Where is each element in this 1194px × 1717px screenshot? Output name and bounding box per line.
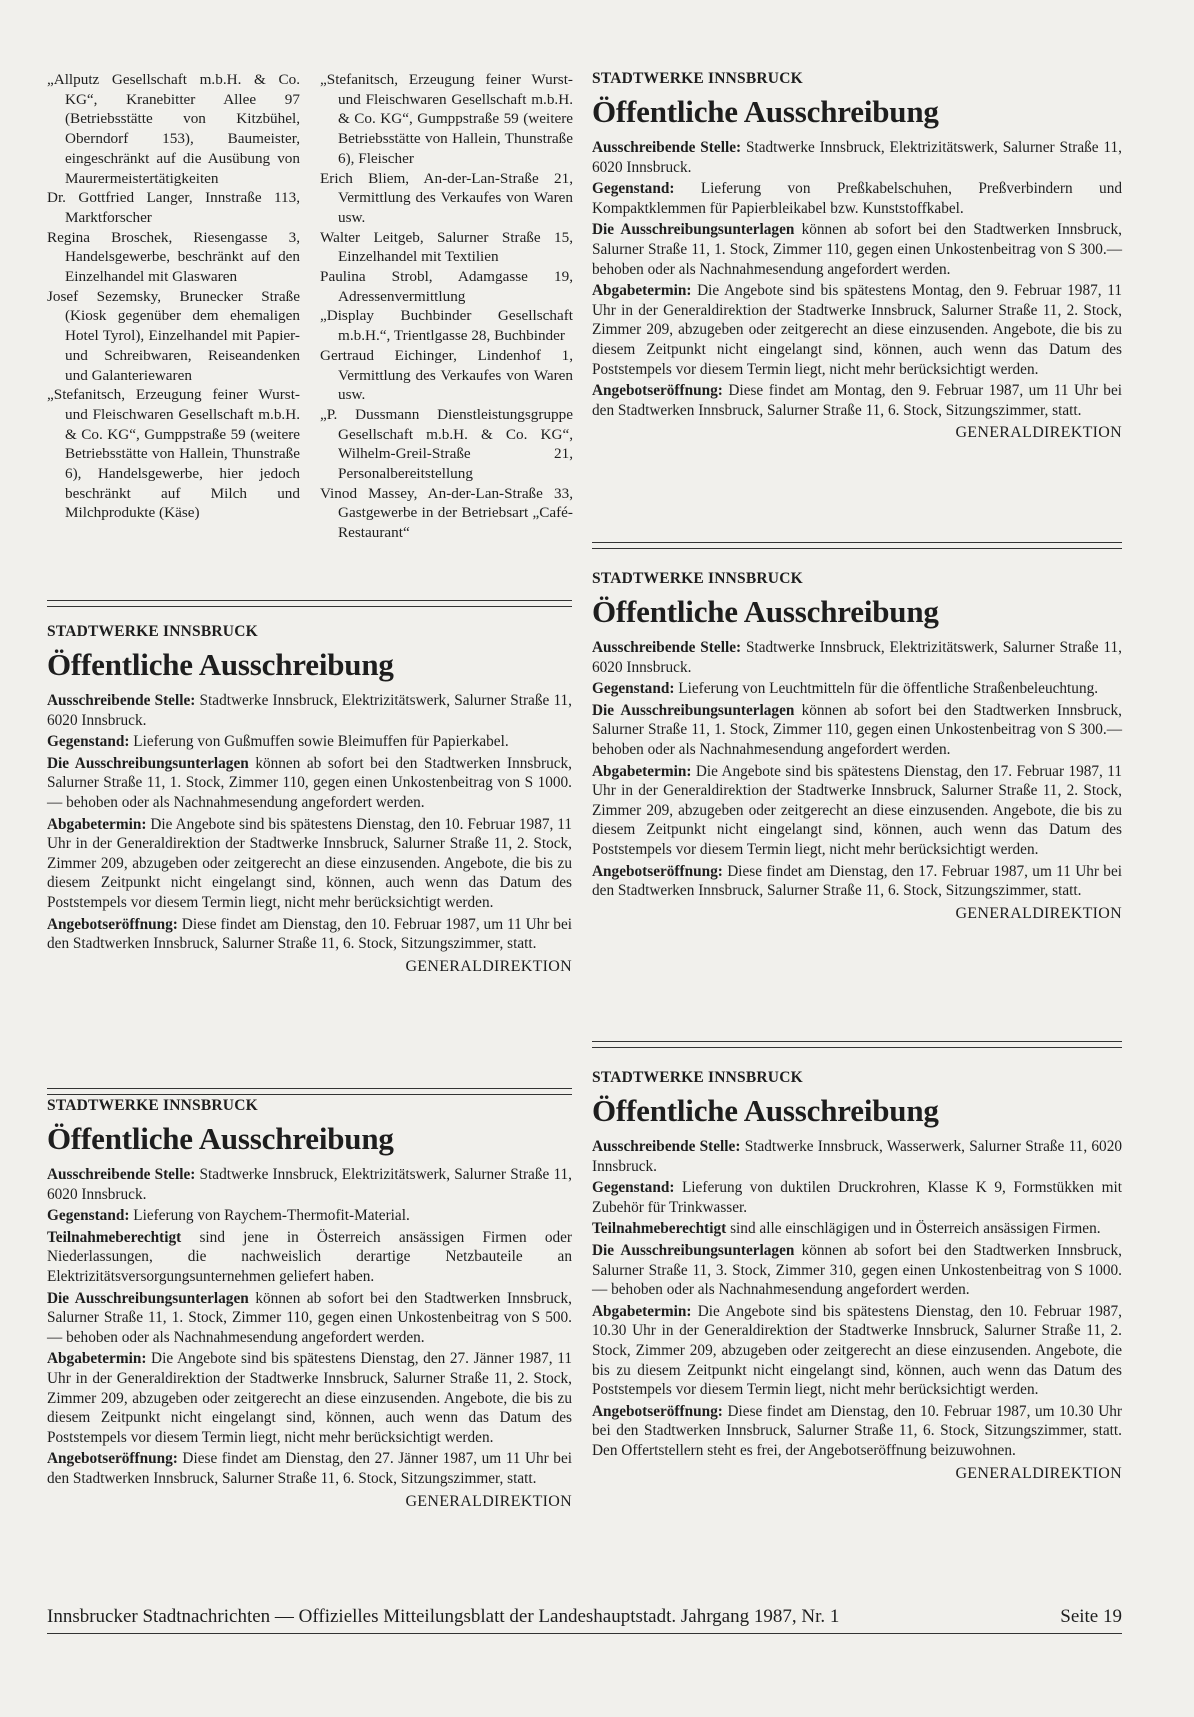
footer-page-number: Seite 19 bbox=[1060, 1606, 1122, 1627]
list-entry: Dr. Gottfried Langer, Innstraße 113, Marktforscher bbox=[47, 189, 300, 226]
notice-paragraph bbox=[592, 220, 1122, 279]
paragraph-label: Die Ausschreibungsunterlagen bbox=[592, 701, 795, 719]
notice-paragraph bbox=[592, 1137, 1122, 1176]
notice-paragraph bbox=[47, 691, 572, 730]
paragraph-label: Die Ausschreibungsunterlagen bbox=[592, 221, 795, 239]
paragraph-text: Lieferung von duktilen Druckrohren, Klasse K 9, Formstükken mit Zubehör für Trinkwasser. bbox=[592, 1179, 1122, 1216]
paragraph-text: Diese findet am Montag, den 9. Februar 1987, um 11 Uhr bei den Stadtwerken Innsbruck, Salurner Straße 11, 6. Stock, Sitzungszimmer, statt. bbox=[592, 382, 1122, 419]
paragraph-label: Ausschreibende Stelle: bbox=[47, 692, 196, 709]
paragraph-label: Abgabetermin: bbox=[592, 282, 692, 300]
paragraph-text: Diese findet am Dienstag, den 10. Februar 1987, um 10.30 Uhr bei den Stadtwerken Innsbruck, Salurner Straße 11, 6. Stock, Sitzungszimmer, statt. Den Offertstellern steht es frei, der Angebotseröffnung beizuwohnen. bbox=[592, 1402, 1122, 1459]
notice-paragraph bbox=[47, 1289, 572, 1348]
list-entry: „P. Dussmann Dienstleistungsgruppe Gesellschaft m.b.H. & Co. KG“, Wilhelm-Greil-Straße 21, Personalbereitstellung bbox=[320, 405, 573, 483]
divider bbox=[47, 600, 572, 607]
notice-paragraph bbox=[592, 679, 1122, 699]
notice-title: Öffentliche Ausschreibung bbox=[47, 647, 394, 682]
notice-paragraph bbox=[592, 1302, 1122, 1400]
paragraph-label: Abgabetermin: bbox=[47, 815, 147, 833]
notice-kicker: STADTWERKE INNSBRUCK bbox=[592, 570, 803, 587]
paragraph-text: Die Angebote sind bis spätestens Dienstag, den 10. Februar 1987, 10.30 Uhr in der Generaldirektion der Stadtwerke Innsbruck, Salurner Straße 11, 2. Stock, Zimmer 209, abzugeben oder zeitgerecht an diese einzusenden. Angebote, die bis zu diesem Zeitpunkt nicht eingelangt sind, können, auch wenn das Datum des Poststempels vor diesem Termin liegt, nicht mehr berücksichtigt werden. bbox=[592, 1302, 1122, 1399]
notice-kicker: STADTWERKE INNSBRUCK bbox=[47, 1097, 258, 1114]
paragraph-text: Diese findet am Dienstag, den 10. Februar 1987, um 11 Uhr bei den Stadtwerken Innsbruck, Salurner Straße 11, 6. Stock, Sitzungszimmer, statt. bbox=[47, 915, 572, 953]
list-entry: „Stefanitsch, Erzeugung feiner Wurst- und Fleischwaren Gesellschaft m.b.H. & Co. KG“, Gumppstraße 59 (weitere Betriebsstätte von Hallein, Thunstraße 6), Handelsgewerbe, hier jedoch beschränkt auf Milch und Milchprodukte (Käse) bbox=[47, 386, 300, 522]
paragraph-label: Teilnahmeberechtigt bbox=[592, 1220, 727, 1238]
notice-paragraph bbox=[592, 1178, 1122, 1217]
notice-paragraph bbox=[592, 1402, 1122, 1461]
list-entry: „Stefanitsch, Erzeugung feiner Wurst- und Fleischwaren Gesellschaft m.b.H. & Co. KG“, Gumppstraße 59 (weitere Betriebsstätte von Hallein, Thunstraße 6), Fleischer bbox=[320, 71, 573, 167]
paragraph-label: Die Ausschreibungsunterlagen bbox=[47, 1289, 249, 1307]
footer-publication: Innsbrucker Stadtnachrichten — Offizielles Mitteilungsblatt der Landeshauptstadt. Jahrgang 1987, Nr. 1 bbox=[47, 1606, 840, 1627]
list-column-right bbox=[320, 70, 573, 543]
list-entry: Walter Leitgeb, Salurner Straße 15, Einzelhandel mit Textilien bbox=[320, 228, 573, 266]
paragraph-label: Gegenstand: bbox=[47, 733, 130, 751]
paragraph-text: sind jene in Österreich ansässigen Firmen oder Niederlassungen, die nachweislich derartige Netzbauteile an Elektrizitätsversorgungsunternehmen geliefert haben. bbox=[47, 1228, 572, 1285]
divider bbox=[47, 1088, 572, 1095]
notice-title: Öffentliche Ausschreibung bbox=[592, 1093, 939, 1128]
list-entry: Regina Broschek, Riesengasse 3, Handelsgewerbe, beschränkt auf den Einzelhandel mit Glaswaren bbox=[47, 228, 300, 286]
notice-signature: GENERALDIREKTION bbox=[955, 424, 1122, 442]
notice-paragraph bbox=[592, 862, 1122, 901]
notice-paragraph bbox=[47, 815, 572, 913]
notice-paragraph bbox=[47, 732, 572, 752]
notice-paragraph bbox=[47, 1165, 572, 1204]
notice-signature: GENERALDIREKTION bbox=[405, 1492, 572, 1510]
notice-title: Öffentliche Ausschreibung bbox=[47, 1121, 394, 1156]
paragraph-label: Die Ausschreibungsunterlagen bbox=[592, 1241, 795, 1259]
paragraph-label: Teilnahmeberechtigt bbox=[47, 1228, 182, 1246]
paragraph-label: Gegenstand: bbox=[592, 1179, 675, 1197]
paragraph-label: Die Ausschreibungsunterlagen bbox=[47, 754, 249, 772]
paragraph-label: Ausschreibende Stelle: bbox=[47, 1166, 196, 1183]
paragraph-label: Angebotseröffnung: bbox=[592, 1402, 723, 1420]
notice-paragraph bbox=[592, 179, 1122, 218]
notice-title: Öffentliche Ausschreibung bbox=[592, 594, 939, 629]
paragraph-label: Gegenstand: bbox=[592, 680, 675, 698]
paragraph-label: Ausschreibende Stelle: bbox=[592, 1138, 741, 1155]
notice-paragraph bbox=[47, 1349, 572, 1447]
list-entry: Vinod Massey, An-der-Lan-Straße 33, Gastgewerbe in der Betriebsart „Café-Restaurant“ bbox=[320, 484, 573, 542]
paragraph-text: können ab sofort bei den Stadtwerken Innsbruck, Salurner Straße 11, 3. Stock, Zimmer 310, gegen einen Unkostenbeitrag von S 1000.— behoben oder als Nachnahmesendung angefordert werden. bbox=[592, 1241, 1122, 1299]
paragraph-label: Angebotseröffnung: bbox=[47, 1450, 178, 1468]
notice bbox=[47, 1097, 572, 1511]
paragraph-label: Ausschreibende Stelle: bbox=[592, 639, 742, 656]
paragraph-text: Stadtwerke Innsbruck, Elektrizitätswerk, Salurner Straße 11, 6020 Innsbruck. bbox=[47, 1166, 572, 1203]
paragraph-text: Die Angebote sind bis spätestens Dienstag, den 27. Jänner 1987, 11 Uhr in der Generaldirektion der Stadtwerke Innsbruck, Salurner Straße 11, 2. Stock, Zimmer 209, abzugeben oder zeitgerecht an diese einzusenden. Angebote, die bis zu diesem Zeitpunkt nicht eingelangt sind, können, auch wenn das Datum des Poststempels vor diesem Termin liegt, nicht mehr berücksichtigt werden. bbox=[47, 1350, 572, 1446]
list-entry: Erich Bliem, An-der-Lan-Straße 21, Vermittlung des Verkaufes von Waren usw. bbox=[320, 169, 573, 226]
notice-paragraph bbox=[592, 1219, 1122, 1239]
list-entry: „Display Buchbinder Gesellschaft m.b.H.“, Trientlgasse 28, Buchbinder bbox=[320, 307, 573, 345]
notice-paragraph bbox=[47, 754, 572, 813]
list-entry: „Allputz Gesellschaft m.b.H. & Co. KG“, Kranebitter Allee 97 (Betriebsstätte von Kitzbühel, Oberndorf 153), Baumeister, eingeschränkt auf die Ausübung von Maurermeistertätigkeiten bbox=[47, 71, 300, 187]
paragraph-text: können ab sofort bei den Stadtwerken Innsbruck, Salurner Straße 11, 1. Stock, Zimmer 110, gegen einen Unkostenbeitrag von S 300.— behoben oder als Nachnahmesendung angefordert werden. bbox=[592, 701, 1122, 758]
notice-kicker: STADTWERKE INNSBRUCK bbox=[592, 70, 803, 87]
paragraph-text: Lieferung von Gußmuffen sowie Bleimuffen für Papierkabel. bbox=[129, 733, 509, 751]
notice bbox=[47, 623, 572, 976]
list-entry: Josef Sezemsky, Brunecker Straße (Kiosk gegenüber dem ehemaligen Hotel Tyrol), Einzelhandel mit Papier- und Schreibwaren, Reiseandenken und Galanteriewaren bbox=[47, 287, 300, 384]
paragraph-text: Lieferung von Preßkabelschuhen, Preßverbindern und Kompaktklemmen für Papierbleikabel bzw. Kunststoffkabel. bbox=[592, 180, 1122, 217]
paragraph-label: Ausschreibende Stelle: bbox=[592, 139, 742, 156]
paragraph-text: Lieferung von Leuchtmitteln für die öffentliche Straßenbeleuchtung. bbox=[674, 680, 1099, 698]
paragraph-text: können ab sofort bei den Stadtwerken Innsbruck, Salurner Straße 11, 1. Stock, Zimmer 110, gegen einen Unkostenbeitrag von S 500.— behoben oder als Nachnahmesendung angefordert werden. bbox=[47, 1289, 572, 1346]
notice bbox=[592, 70, 1122, 442]
paragraph-text: Diese findet am Dienstag, den 27. Jänner 1987, um 11 Uhr bei den Stadtwerken Innsbruck, Salurner Straße 11, 6. Stock, Sitzungszimmer, statt. bbox=[47, 1450, 572, 1487]
notice bbox=[592, 1069, 1122, 1483]
notice-paragraph bbox=[592, 138, 1122, 177]
paragraph-text: Die Angebote sind bis spätestens Montag, den 9. Februar 1987, 11 Uhr in der Generaldirektion der Stadtwerke Innsbruck, Salurner Straße 11, 2. Stock, Zimmer 209, abzugeben oder zeitgerecht an diese einzusenden. Angebote, die bis zu diesem Zeitpunkt nicht eingelangt sind, können, auch wenn das Datum des Poststempels vor diesem Termin liegt, nicht mehr berücksichtigt werden. bbox=[592, 282, 1122, 378]
notice-paragraph bbox=[592, 638, 1122, 677]
list-entry: Paulina Strobl, Adamgasse 19, Adressenvermittlung bbox=[320, 268, 573, 305]
divider bbox=[592, 542, 1122, 549]
notice-paragraph bbox=[47, 1449, 572, 1488]
notice-paragraph bbox=[592, 381, 1122, 420]
paragraph-text: Diese findet am Dienstag, den 17. Februar 1987, um 11 Uhr bei den Stadtwerken Innsbruck, Salurner Straße 11, 6. Stock, Sitzungszimmer, statt. bbox=[592, 862, 1122, 900]
paragraph-label: Abgabetermin: bbox=[592, 1302, 692, 1320]
notice-paragraph bbox=[47, 1206, 572, 1226]
paragraph-label: Abgabetermin: bbox=[592, 762, 692, 780]
paragraph-text: Die Angebote sind bis spätestens Dienstag, den 17. Februar 1987, 11 Uhr in der Generaldirektion der Stadtwerke Innsbruck, Salurner Straße 11, 2. Stock, Zimmer 209, abzugeben oder zeitgerecht an diese einzusenden. Angebote, die bis zu diesem Zeitpunkt nicht eingelangt sind, können, auch wenn das Datum des Poststempels vor diesem Termin liegt, nicht mehr berücksichtigt werden. bbox=[592, 762, 1122, 858]
paragraph-text: Stadtwerke Innsbruck, Elektrizitätswerk, Salurner Straße 11, 6020 Innsbruck. bbox=[47, 692, 572, 729]
paragraph-label: Angebotseröffnung: bbox=[592, 862, 723, 880]
notice-title: Öffentliche Ausschreibung bbox=[592, 94, 939, 129]
paragraph-label: Gegenstand: bbox=[47, 1207, 130, 1225]
notice-paragraph bbox=[47, 915, 572, 954]
notice-paragraph bbox=[592, 1241, 1122, 1300]
notice-kicker: STADTWERKE INNSBRUCK bbox=[592, 1069, 803, 1086]
notice-paragraph bbox=[47, 1228, 572, 1287]
notice-signature: GENERALDIREKTION bbox=[955, 904, 1122, 922]
list-entry: Gertraud Eichinger, Lindenhof 1, Vermittlung des Verkaufes von Waren usw. bbox=[320, 346, 573, 404]
paragraph-text: sind alle einschlägigen und in Österreich ansässigen Firmen. bbox=[726, 1220, 1101, 1238]
divider bbox=[592, 1041, 1122, 1048]
paragraph-text: können ab sofort bei den Stadtwerken Innsbruck, Salurner Straße 11, 1. Stock, Zimmer 110, gegen einen Unkostenbeitrag von S 300.— behoben oder als Nachnahmesendung angefordert werden. bbox=[592, 221, 1122, 278]
paragraph-text: können ab sofort bei den Stadtwerken Innsbruck, Salurner Straße 11, 1. Stock, Zimmer 110, gegen einen Unkostenbeitrag von S 1000.— behoben oder als Nachnahmesendung angefordert werden. bbox=[47, 754, 572, 811]
notice-paragraph bbox=[592, 762, 1122, 860]
paragraph-label: Angebotseröffnung: bbox=[592, 382, 723, 400]
notice-signature: GENERALDIREKTION bbox=[955, 1464, 1122, 1482]
paragraph-text: Stadtwerke Innsbruck, Elektrizitätswerk, Salurner Straße 11, 6020 Innsbruck. bbox=[592, 139, 1122, 176]
paragraph-text: Stadtwerke Innsbruck, Elektrizitätswerk, Salurner Straße 11, 6020 Innsbruck. bbox=[592, 639, 1122, 676]
paragraph-text: Lieferung von Raychem-Thermofit-Material. bbox=[129, 1207, 410, 1225]
notice-kicker: STADTWERKE INNSBRUCK bbox=[47, 623, 258, 640]
paragraph-text: Die Angebote sind bis spätestens Dienstag, den 10. Februar 1987, 11 Uhr in der Generaldirektion der Stadtwerke Innsbruck, Salurner Straße 11, 2. Stock, Zimmer 209, abzugeben oder zeitgerecht an diese einzusenden. Angebote, die bis zu diesem Zeitpunkt nicht eingelangt sind, können, auch wenn das Datum des Poststempels vor diesem Termin liegt, nicht mehr berücksichtigt werden. bbox=[47, 815, 572, 911]
notice-paragraph bbox=[592, 281, 1122, 379]
paragraph-label: Abgabetermin: bbox=[47, 1350, 147, 1368]
footer-rule bbox=[47, 1633, 1122, 1634]
notice bbox=[592, 570, 1122, 923]
paragraph-label: Gegenstand: bbox=[592, 180, 675, 198]
paragraph-text: Stadtwerke Innsbruck, Wasserwerk, Salurner Straße 11, 6020 Innsbruck. bbox=[592, 1138, 1123, 1175]
notice-signature: GENERALDIREKTION bbox=[405, 957, 572, 975]
paragraph-label: Angebotseröffnung: bbox=[47, 915, 178, 933]
list-column-left bbox=[47, 70, 300, 523]
notice-paragraph bbox=[592, 701, 1122, 760]
